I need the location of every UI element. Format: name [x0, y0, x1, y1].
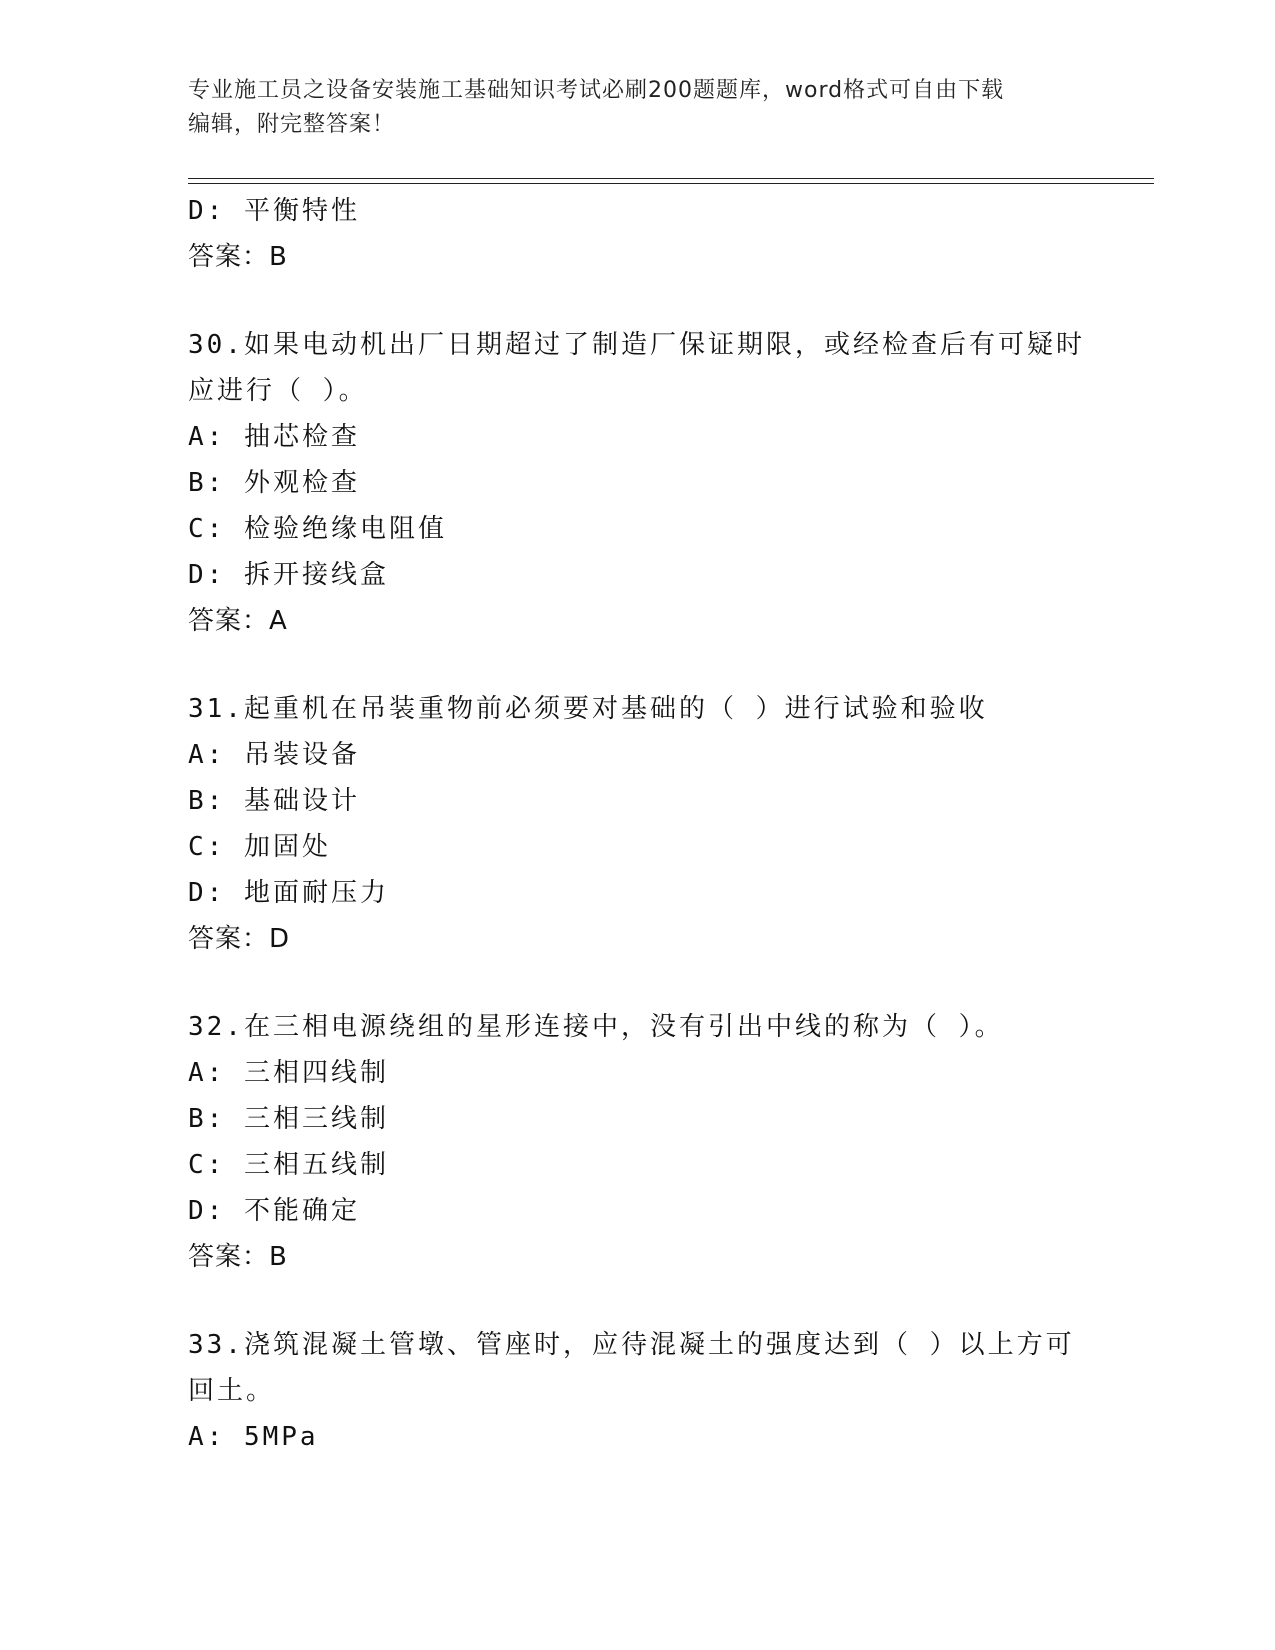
option-b: B: 外观检查: [188, 468, 360, 498]
option-d: D: 平衡特性: [188, 196, 360, 226]
question-32: [188, 1004, 1088, 1280]
answer-line: 答案：B: [188, 242, 288, 272]
option-c: C: 三相五线制: [188, 1150, 389, 1180]
header-divider-bottom: [188, 183, 1154, 184]
option-d: D: 地面耐压力: [188, 878, 389, 908]
option-a: A: 5MPa: [188, 1422, 319, 1452]
header-divider-top: [188, 178, 1154, 179]
question-33: [188, 1322, 1088, 1460]
question-stem-line: 30.如果电动机出厂日期超过了制造厂保证期限，或经检查后有可疑时: [188, 330, 1085, 360]
header-title-line-1: 专业施工员之设备安装施工基础知识考试必刷200题题库，word格式可自由下载: [188, 78, 1005, 103]
answer-line: 答案：D: [188, 924, 291, 954]
option-c: C: 加固处: [188, 832, 331, 862]
question-stem-line: 应进行（ ）。: [188, 376, 368, 406]
option-d: D: 不能确定: [188, 1196, 360, 1226]
question-31: [188, 686, 1088, 962]
answer-line: 答案：A: [188, 606, 288, 636]
question-stem-line: 31.起重机在吊装重物前必须要对基础的（ ）进行试验和验收: [188, 694, 988, 724]
header-title-line-2: 编辑，附完整答案！: [188, 112, 396, 137]
option-c: C: 检验绝缘电阻值: [188, 514, 447, 544]
answer-line: 答案：B: [188, 1242, 288, 1272]
option-b: B: 基础设计: [188, 786, 360, 816]
question-stem-line: 32.在三相电源绕组的星形连接中，没有引出中线的称为（ ）。: [188, 1012, 1004, 1042]
option-a: A: 三相四线制: [188, 1058, 389, 1088]
option-b: B: 三相三线制: [188, 1104, 389, 1134]
question-list: [188, 188, 1088, 1460]
page-header: [188, 74, 1068, 142]
option-d: D: 拆开接线盒: [188, 560, 389, 590]
option-a: A: 吊装设备: [188, 740, 360, 770]
question-stem-line: 回土。: [188, 1376, 276, 1406]
question-30: [188, 322, 1088, 644]
question-29-tail: [188, 188, 1088, 280]
option-a: A: 抽芯检查: [188, 422, 360, 452]
question-stem-line: 33.浇筑混凝土管墩、管座时，应待混凝土的强度达到（ ）以上方可: [188, 1330, 1075, 1360]
